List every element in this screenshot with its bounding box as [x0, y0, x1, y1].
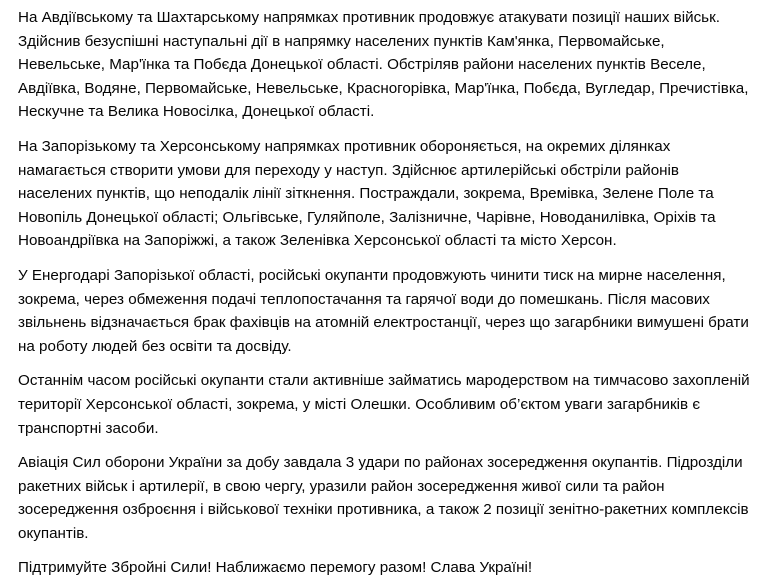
post-paragraph-4: Останнім часом російські окупанти стали активніше займатись мародерством на тимчасово захопленій території Херсонської області, зокрема, у місті Олешки. Особливим об’єктом уваги загарбників є транспортні засоби. [18, 372, 750, 437]
post-paragraph-3: У Енергодарі Запорізької області, російські окупанти продовжують чинити тиск на мирне населення, зокрема, через обмеження подачі теплопостачання та гарячої води до помешкань. Після масових звільнень відзначається брак фахівців на атомній електростанції, через що загарбники вимушені брати на роботу людей без освіти та досвіду. [18, 266, 749, 355]
post-paragraph-1: На Авдіївському та Шахтарському напрямках противник продовжує атакувати позиції наших військ. Здійснив безуспішні наступальні дії в напрямку населених пунктів Кам'янка, Первомайське, Невельське, Мар'їнка та Побєда Донецької області. Обстріляв райони населених пунктів Веселе, Авдіївка, Водяне, Первомайське, Невельське, Красногорівка, Мар'їнка, Побєда, Вугледар, Пречистівка, Нескучне та Велика Новосілка, Донецької області. [18, 9, 749, 121]
post-paragraph-5: Авіація Сил оборони України за добу завдала 3 удари по районах зосередження окупантів. Підрозділи ракетних військ і артилерії, в свою чергу, уразили район зосередження живої сили та район зосередження озброєння і військової техніки противника, а також 2 позиції зенітно-ракетних комплексів окупантів. [18, 454, 749, 542]
post-paragraph-6: Підтримуйте Збройні Сили! Наближаємо перемогу разом! Слава Україні! [18, 559, 533, 577]
post-paragraph-2: На Запорізькому та Херсонському напрямках противник обороняється, на окремих ділянках намагається створити умови для переходу у наступ. Здійснює артилерійські обстріли районів населених пунктів, що неподалік лінії зіткнення. Постраждали, зокрема, Времівка, Зелене Поле та Новопіль Донецької області; Ольгівське, Гуляйполе, Залізничне, Чарівне, Новоданилівка, Оріхів та Новоандріївка на Запоріжжі, а також Зеленівка Херсонської області та місто Херсон. [18, 137, 716, 250]
